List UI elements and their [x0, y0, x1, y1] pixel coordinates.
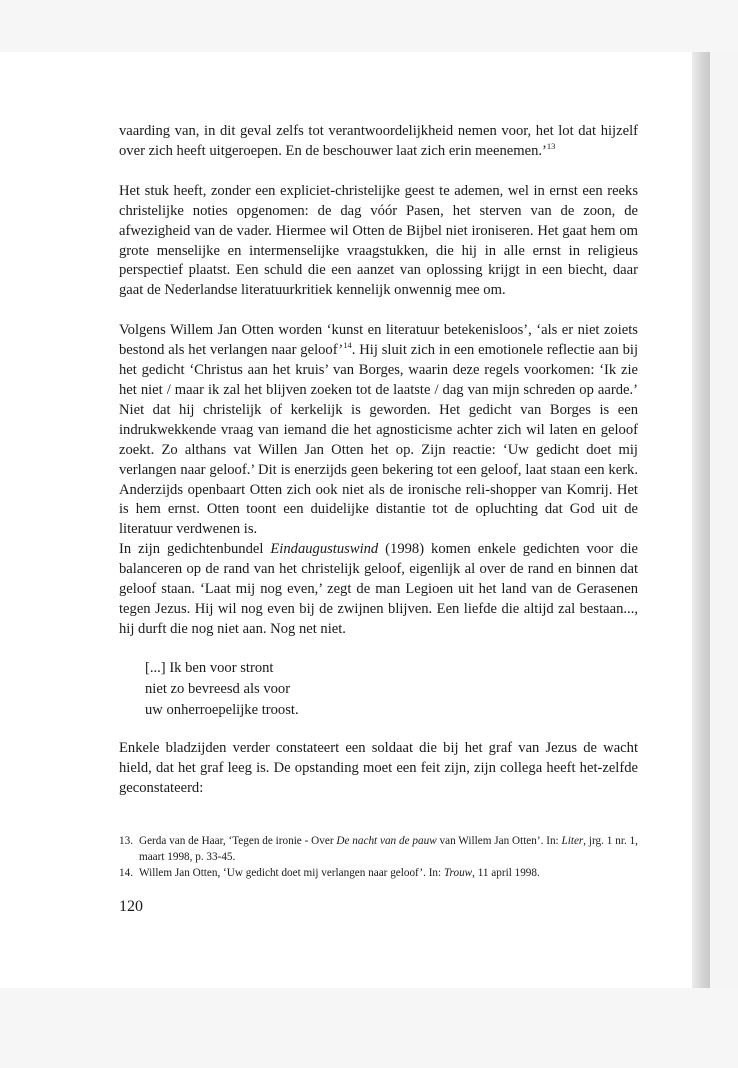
paragraph-1	[119, 122, 638, 162]
paragraph-4	[119, 540, 638, 640]
book-title-eindaugustuswind: Eindaugustuswind	[270, 541, 379, 558]
footnote-text: , 11 april 1998.	[472, 867, 540, 879]
page-number: 120	[119, 898, 143, 915]
footnote-journal: Trouw	[443, 867, 473, 879]
footnotes	[119, 834, 638, 883]
paragraph-4-text-b: (1998) komen enkele gedichten voor die balanceren op de rand van het christelijk geloof, eigenlijk al over de rand en binnen dat geloof staan. ‘Laat mij nog even,’ zegt de man Legioen uit het land van de Gerasenen tegen Jezus. Hij wil nog even bij de zwijnen blijven. Een liefde die altijd zal bestaan..., hij durft die nog niet aan. Nog net niet.	[119, 541, 638, 637]
footnote-13	[119, 834, 638, 865]
footnote-journal: Liter	[561, 835, 584, 847]
paragraph-5: Enkele bladzijden verder constateert een soldaat die bij het graf van Jezus de wacht hield, dat het graf leeg is. De opstanding moet een feit zijn, zijn collega heeft het-zelfde geconstateerd:	[119, 739, 638, 796]
paragraph-2: Het stuk heeft, zonder een expliciet-christelijke geest te ademen, wel in ernst een reeks christelijke noties opgenomen: de dag vóór Pasen, het sterven van de zoon, de afwezigheid van de vader. Hiermee wil Otten de Bijbel niet ironiseren. Het gaat hem om grote menselijke en intermenselijke vraagstukken, die hij in alle ernst in religieus perspectief plaatst. Een schuld die een aanzet van oplossing krijgt in een biecht, daar gaat de Nederlandse literatuurkritiek kennelijk onwennig mee om.	[119, 182, 638, 299]
poem-line: [...] Ik ben voor stront	[145, 659, 274, 676]
poem-line: uw onherroepelijke troost.	[145, 701, 299, 718]
footnote-text: van Willem Jan Otten’. In:	[436, 835, 562, 847]
poem-line: niet zo bevreesd als voor	[145, 680, 291, 697]
footnote-number: 14.	[119, 867, 133, 879]
body-text	[119, 122, 638, 798]
paragraph-3	[119, 321, 638, 540]
poem-quote	[145, 658, 638, 721]
footnote-text: Gerda van de Haar, ‘Tegen de ironie - Over	[139, 835, 337, 847]
scan-background-bottom	[0, 988, 738, 1068]
paragraph-4-text-a: In zijn gedichtenbundel	[119, 541, 271, 558]
paragraph-1-text: vaarding van, in dit geval zelfs tot verantwoordelijkheid nemen voor, het lot dat hijzelf over zich heeft uitgeroepen. En de beschouwer laat zich erin meenemen.’	[119, 123, 638, 159]
footnote-title: De nacht van de pauw	[336, 835, 437, 847]
footnote-number: 13.	[119, 835, 133, 847]
footnote-text: Willem Jan Otten, ‘Uw gedicht doet mij verlangen naar geloof’. In:	[139, 867, 444, 879]
page-edge-shadow	[692, 52, 710, 988]
scan-background-top	[0, 0, 738, 52]
footnote-ref-14: 14	[343, 340, 352, 351]
paragraph-3-text-a: Volgens Willem Jan Otten worden ‘kunst en literatuur betekenisloos’, ‘als er niet zoiets bestond als het verlangen naar geloof’	[119, 322, 638, 359]
paragraph-3-text-b: . Hij sluit zich in een emotionele reflectie aan bij het gedicht ‘Christus aan het kruis’ van Borges, waarin deze regels voorkomen: ‘Ik zie het niet / maar ik zal het blijven zoeken tot de laatste / dag van mijn schreden op aarde.’ Niet dat hij christelijk of kerkelijk is geworden. Het gedicht van Borges is een indrukwekkende vraag van iemand die het agnosticisme achter zich wil laten en geloof zoekt. Zo althans vat Willen Jan Otten het op. Zijn reactie: ‘Uw gedicht doet mij verlangen naar geloof.’ Dit is enerzijds geen bekering tot een geloof, laat staan een kerk. Anderzijds openbaart Otten zich ook niet als de ironische reli-shopper van Komrij. Het is hem ernst. Otten toont een duidelijke distantie tot de opluchting dat God uit de literatuur verdwenen is.	[119, 342, 638, 538]
footnote-text: , jrg. 1 nr. 1, maart 1998, p. 33-45.	[139, 835, 638, 863]
footnote-ref-13: 13	[546, 141, 556, 152]
footnote-14	[119, 866, 638, 882]
